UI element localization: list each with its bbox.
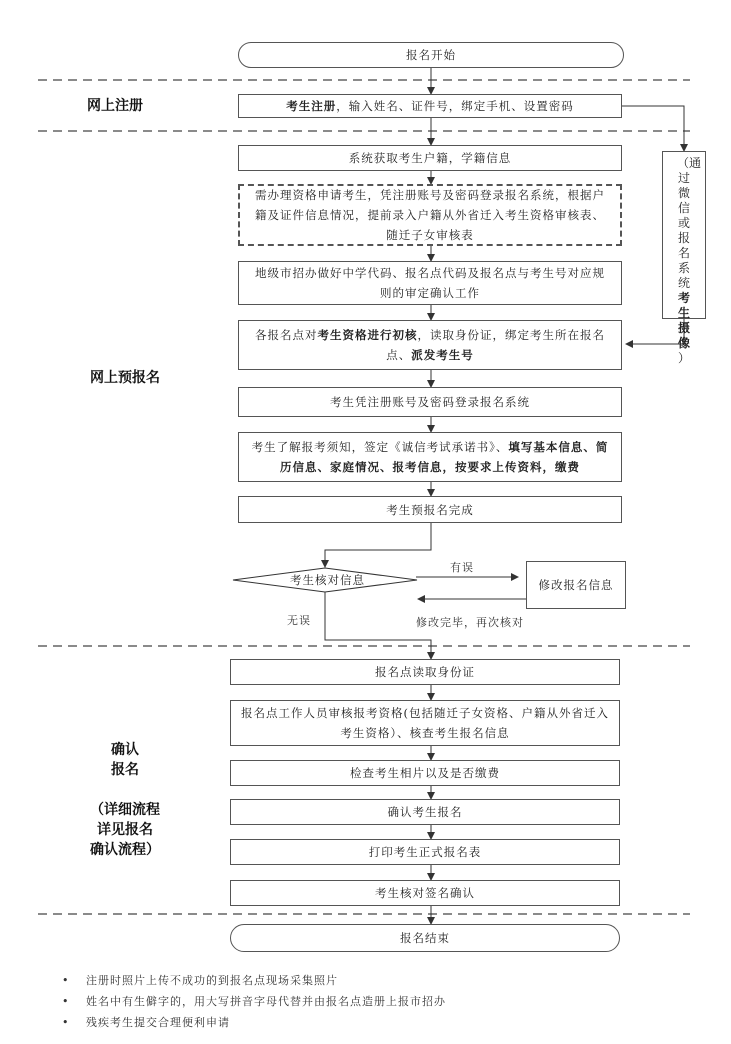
step-fetch-info: 系统获取考生户籍，学籍信息 [238,145,622,171]
step-check-photo: 检查考生相片以及是否缴费 [230,760,620,786]
step-prereg-complete: 考生预报名完成 [238,496,622,523]
decision-label: 考生核对信息 [290,573,365,587]
step-confirm: 确认考生报名 [230,799,620,825]
note-item: • 残疾考生提交合理便利申请 [62,1012,446,1033]
step-print-form: 打印考生正式报名表 [230,839,620,865]
modify-info-box: 修改报名信息 [526,561,626,609]
step-qualification-apply: 需办理资格申请考生，凭注册账号及密码登录报名系统，根据户籍及证件信息情况，提前录入户籍从外省迁入考生资格审核表、随迁子女审核表 [238,184,622,246]
side-photo-box: （通过微信或报名系统 考生摄像 ） [662,151,706,319]
step-login: 考生凭注册账号及密码登录报名系统 [238,387,622,417]
step-sign: 考生核对签名确认 [230,880,620,906]
end-node: 报名结束 [230,924,620,952]
label-redo: 修改完毕，再次核对 [416,616,524,629]
label-wrong: 有误 [450,561,474,574]
note-item: • 姓名中有生僻字的，用大写拼音字母代替并由报名点造册上报市招办 [62,991,446,1012]
label-right: 无误 [287,614,311,627]
step-city-codes: 地级市招办做好中学代码、报名点代码及报名点与考生号对应规则的审定确认工作 [238,261,622,305]
notes-list [62,970,446,1033]
section-register-label: 网上注册 [87,98,143,114]
step-fill-info: 考生了解报考须知，签定《诚信考试承诺书》、填写基本信息、简历信息、家庭情况、报考信息，按要求上传资料，缴费 [238,432,622,482]
step-read-id: 报名点读取身份证 [230,659,620,685]
step-review-qualification: 报名点工作人员审核报考资格(包括随迁子女资格、户籍从外省迁入考生资格）、核查考生报名信息 [230,700,620,746]
section-confirm-label: 确认 报名 （详细流程 详见报名 确认流程） [90,742,160,858]
section-prereg-label: 网上预报名 [90,370,160,386]
step-register: 考生注册，输入姓名、证件号，绑定手机、设置密码 [238,94,622,118]
note-item: • 注册时照片上传不成功的到报名点现场采集照片 [62,970,446,991]
step-preliminary-check: 各报名点对考生资格进行初核，读取身份证，绑定考生所在报名点、派发考生号 [238,320,622,370]
start-node: 报名开始 [238,42,624,68]
